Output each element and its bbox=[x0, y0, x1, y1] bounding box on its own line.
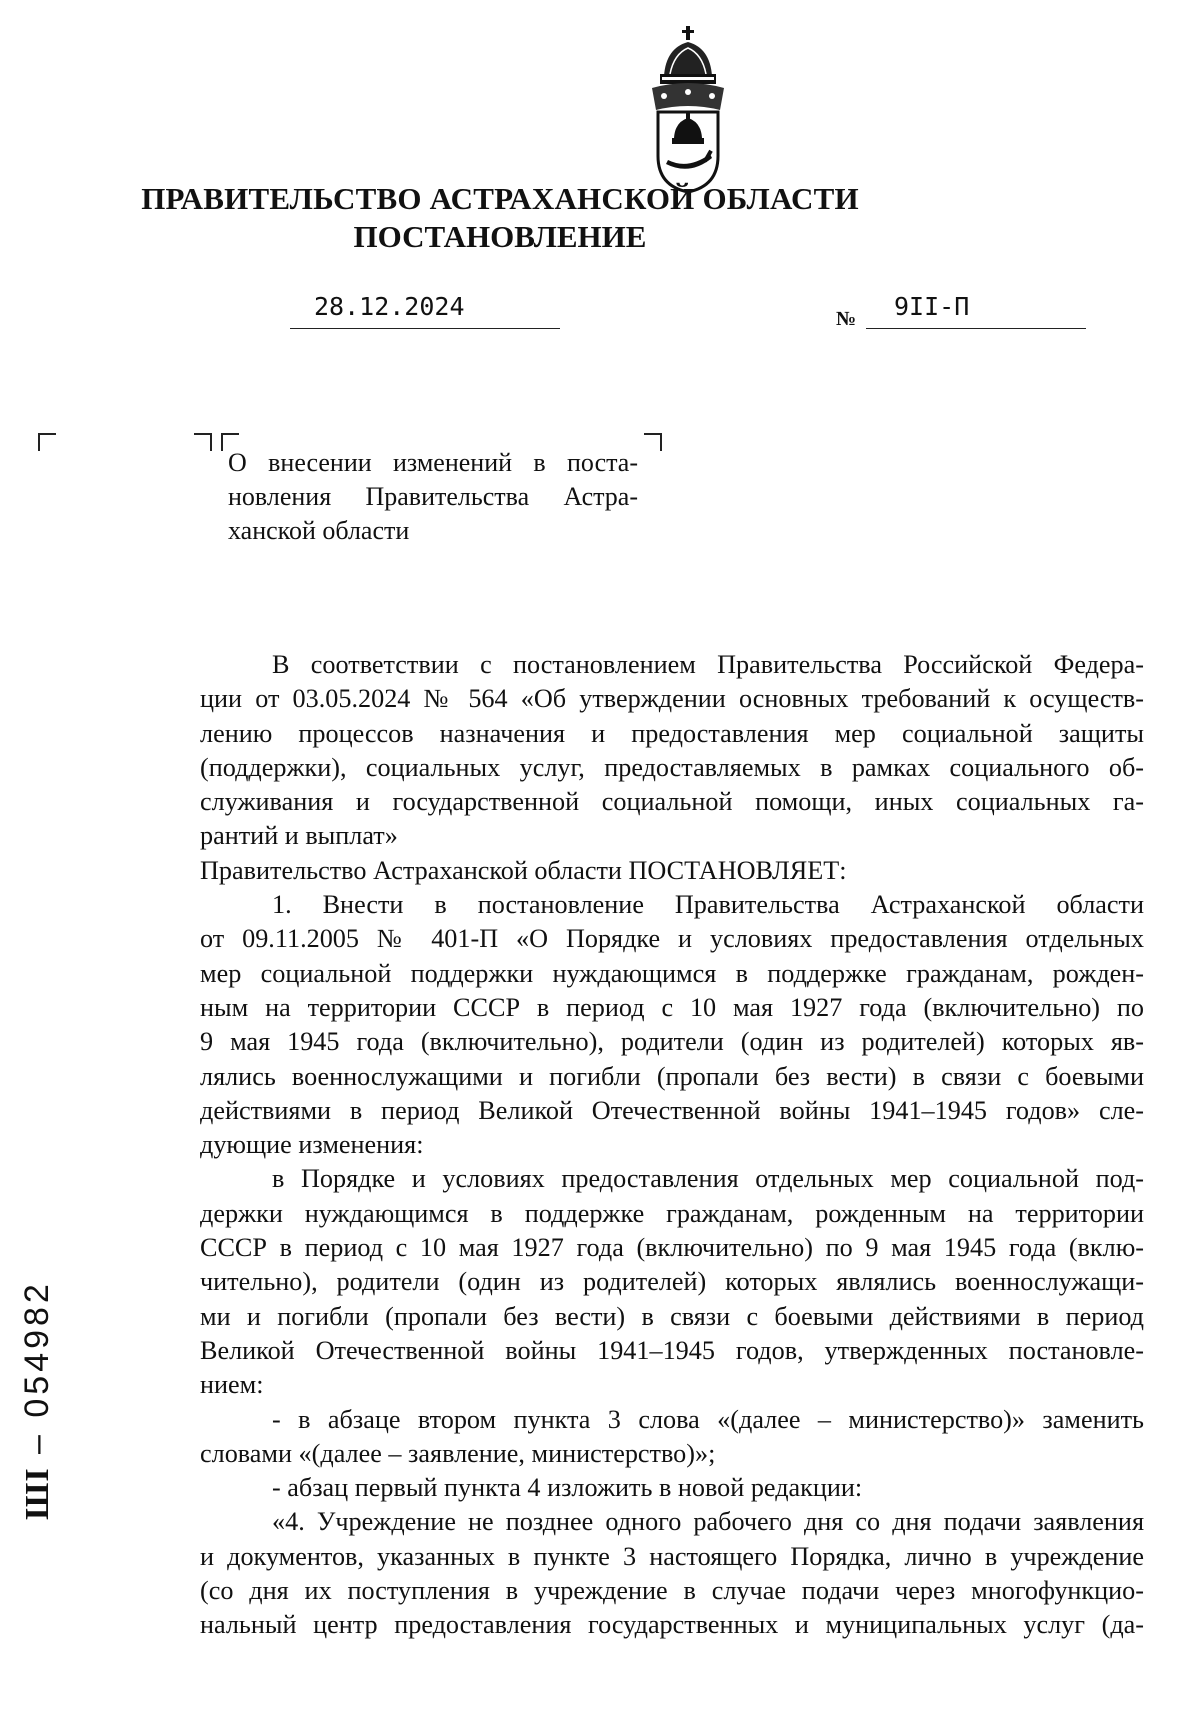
paragraph-resolves bbox=[200, 854, 1144, 888]
text-line: держки нуждающимся в поддержке гражданам, рожденным на территории bbox=[200, 1198, 1144, 1228]
text-line: «4. Учреждение не позднее одного рабочего дня со дня подачи заявления bbox=[272, 1507, 1144, 1537]
paragraph-change-2 bbox=[200, 1471, 1144, 1505]
text-line: - в абзаце втором пункта 3 слова «(далее – министерство)» заменить bbox=[272, 1404, 1144, 1434]
subject-corner-mark bbox=[644, 433, 662, 451]
number-sign: № bbox=[836, 308, 857, 330]
text-line: лению процессов назначения и предоставления мер социальной защиты bbox=[200, 718, 1144, 748]
registration-number-vertical bbox=[18, 1280, 58, 1520]
text-line: ции от 03.05.2024 № 564 «Об утверждении основных требований к осуществ- bbox=[200, 684, 1144, 714]
text-line: нием: bbox=[200, 1370, 264, 1400]
registration-series: ШI bbox=[19, 1467, 56, 1520]
text-line: Великой Отечественной войны 1941–1945 годов, утвержденных постановле- bbox=[200, 1335, 1144, 1365]
text-line: нальный центр предоставления государственных и муниципальных услуг (да- bbox=[200, 1610, 1144, 1640]
text-line: рантий и выплат» bbox=[200, 821, 398, 851]
document-subject bbox=[228, 446, 638, 548]
text-line: служивания и государственной социальной помощи, иных социальных га- bbox=[200, 787, 1144, 817]
subject-line: О внесении изменений в поста- bbox=[228, 448, 638, 477]
text-line: чительно), родители (один из родителей) которых являлись военнослужащи- bbox=[200, 1267, 1144, 1297]
text-line: от 09.11.2005 № 401-П «О Порядке и условиях предоставления отдельных bbox=[200, 924, 1144, 954]
paragraph-new-wording bbox=[200, 1505, 1144, 1642]
text-line: (поддержки), социальных услуг, предоставляемых в рамках социального об- bbox=[200, 752, 1144, 782]
text-line: СССР в период с 10 мая 1927 года (включительно) по 9 мая 1945 года (вклю- bbox=[200, 1233, 1144, 1263]
margin-corner-mark bbox=[38, 433, 56, 451]
date-field bbox=[290, 292, 560, 329]
text-line: (со дня их поступления в учреждение в случае подачи через многофункцио- bbox=[200, 1576, 1144, 1606]
text-line: и документов, указанных в пункте 3 настоящего Порядка, лично в учреждение bbox=[200, 1541, 1144, 1571]
text-line: Правительство Астраханской области ПОСТАНОВЛЯЕТ: bbox=[200, 855, 847, 885]
text-line: 9 мая 1945 года (включительно), родители (один из родителей) которых яв- bbox=[200, 1027, 1144, 1057]
text-line: ным на территории СССР в период с 10 мая 1927 года (включительно) по bbox=[200, 992, 1144, 1022]
paragraph-preamble bbox=[200, 648, 1144, 854]
text-line: лялись военнослужащими и погибли (пропали без вести) в связи с боевыми bbox=[200, 1061, 1144, 1091]
document-number: 9II-П bbox=[894, 292, 970, 321]
registration-number: – 054982 bbox=[18, 1280, 56, 1454]
text-line: действиями в период Великой Отечественной войны 1941–1945 годов» сле- bbox=[200, 1095, 1144, 1125]
text-line: дующие изменения: bbox=[200, 1130, 424, 1160]
astrakhan-coat-of-arms-icon bbox=[644, 26, 732, 194]
number-field bbox=[866, 292, 1086, 329]
text-line: ми и погибли (пропали без вести) в связи с боевыми действиями в период bbox=[200, 1301, 1144, 1331]
subject-corner-mark bbox=[194, 433, 212, 451]
paragraph-change-1 bbox=[200, 1403, 1144, 1472]
text-line: В соответствии с постановлением Правительства Российской Федера- bbox=[272, 650, 1144, 679]
document-type-title: ПОСТАНОВЛЕНИЕ bbox=[353, 219, 647, 254]
subject-line: новления Правительства Астра- bbox=[228, 482, 638, 511]
paragraph-item-1 bbox=[200, 888, 1144, 1162]
subject-line: ханской области bbox=[228, 516, 410, 545]
text-line: 1. Внести в постановление Правительства Астраханской области bbox=[272, 890, 1144, 920]
paragraph-amendment bbox=[200, 1162, 1144, 1402]
text-line: - абзац первый пункта 4 изложить в новой редакции: bbox=[272, 1473, 863, 1503]
government-title: ПРАВИТЕЛЬСТВО АСТРАХАНСКОЙ ОБЛАСТИ bbox=[141, 181, 859, 216]
document-body bbox=[200, 648, 1144, 1643]
document-date: 28.12.2024 bbox=[314, 292, 465, 321]
text-line: в Порядке и условиях предоставления отдельных мер социальной под- bbox=[272, 1164, 1144, 1194]
text-line: словами «(далее – заявление, министерство)»; bbox=[200, 1438, 716, 1468]
text-line: мер социальной поддержки нуждающимся в поддержке гражданам, рожден- bbox=[200, 958, 1144, 988]
